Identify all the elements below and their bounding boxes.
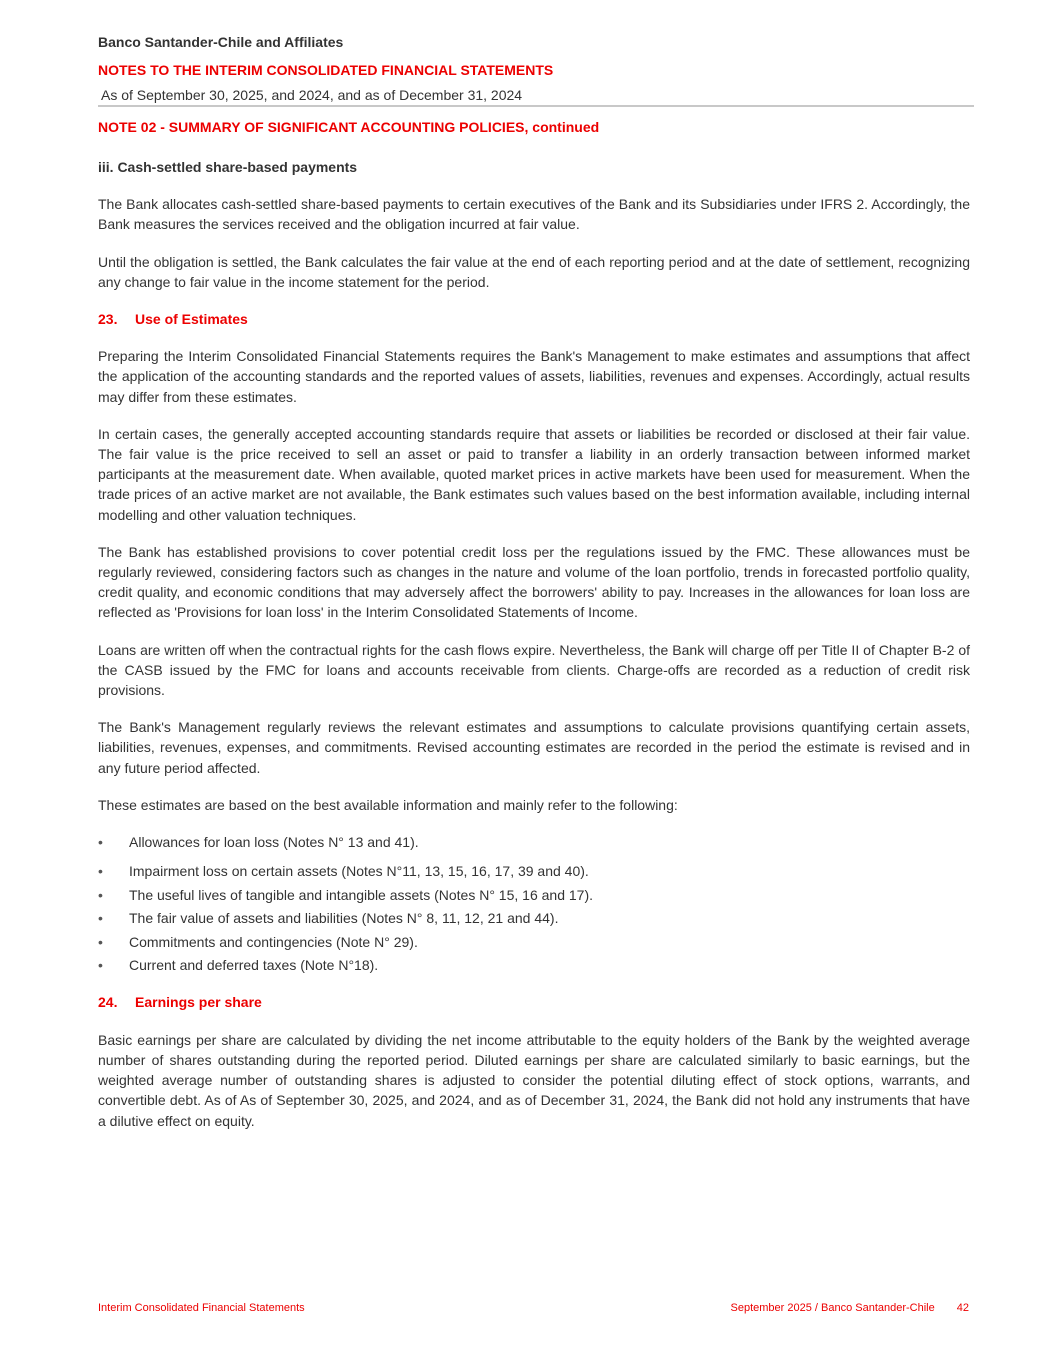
page-number: 42 — [956, 1302, 969, 1314]
bullet-icon: • — [98, 933, 103, 950]
section-title: Use of Estimates — [135, 311, 248, 328]
list-item-text: The useful lives of tangible and intangible assets (Notes N° 15, 16 and 17). — [129, 886, 593, 903]
header-divider — [98, 105, 974, 107]
list-item-text: Allowances for loan loss (Notes N° 13 and 41). — [129, 834, 419, 851]
paragraph: In certain cases, the generally accepted accounting standards require that assets or liabilities be recorded or disclosed at their fair value. The fair value is the price received to sell an asset or paid to transfer a liability in an orderly transaction between informed market participants at the measurement date. When available, quoted market prices in active markets have been used for measurement. When the trade prices of an active market are not available, the Bank estimates such values based on the best information available, including internal modelling and other valuation techniques. — [98, 425, 970, 523]
subsection-heading: iii. Cash-settled share-based payments — [98, 159, 358, 175]
bullet-icon: • — [98, 957, 103, 974]
note-content — [98, 157, 970, 1148]
document-title: NOTES TO THE INTERIM CONSOLIDATED FINANCIAL STATEMENTS — [98, 62, 554, 78]
list-item — [98, 932, 970, 952]
list-item-text: Current and deferred taxes (Note N°18). — [129, 957, 379, 974]
list-item — [98, 908, 970, 928]
list-item — [98, 861, 970, 881]
list-item — [98, 885, 970, 905]
paragraph: Preparing the Interim Consolidated Financial Statements requires the Bank's Management to make estimates and assumptions that affect the application of the accounting standards and the reported values of assets, liabilities, revenues and expenses. Accordingly, actual results may differ from these estimates. — [98, 348, 970, 405]
paragraph: These estimates are based on the best available information and mainly refer to the following: — [98, 796, 678, 813]
footer-right — [731, 1302, 970, 1314]
footer-date-bank: September 2025 / Banco Santander-Chile — [730, 1302, 935, 1314]
company-name: Banco Santander-Chile and Affiliates — [98, 34, 344, 50]
list-item — [98, 832, 970, 852]
list-item-text: Commitments and contingencies (Note N° 29). — [129, 933, 418, 950]
paragraph: The Bank's Management regularly reviews the relevant estimates and assumptions to calculate provisions quantifying certain assets, liabilities, revenues, expenses, and commitments. Revised accounting estimates are recorded in the period the estimate is revised and in any future period affected. — [98, 719, 970, 776]
section-number: 23. — [98, 311, 118, 328]
list-item-text: The fair value of assets and liabilities (Notes N° 8, 11, 12, 21 and 44). — [129, 910, 559, 927]
paragraph: The Bank has established provisions to cover potential credit loss per the regulations issued by the FMC. These allowances must be regularly reviewed, considering factors such as changes in the nature and volume of the loan portfolio, trends in forecasted portfolio quality, credit quality, and economic conditions that may adversely affect the borrowers' ability to pay. Increases in the allowances for loan loss are reflected as 'Provisions for loan loss' in the Interim Consolidated Statements of Income. — [98, 543, 970, 621]
bullet-icon: • — [98, 910, 103, 927]
bullet-icon: • — [98, 886, 103, 903]
note-title: NOTE 02 - SUMMARY OF SIGNIFICANT ACCOUNTING POLICIES, continued — [98, 119, 600, 135]
section-heading-use-of-estimates — [98, 309, 970, 329]
section-number: 24. — [98, 994, 118, 1011]
list-item-text: Impairment loss on certain assets (Notes N°11, 13, 15, 16, 17, 39 and 40). — [129, 863, 589, 880]
paragraph: Loans are written off when the contractual rights for the cash flows expire. Nevertheless, the Bank will charge off per Title II of Chapter B-2 of the CASB issued by the FMC for loans and accounts receivable from clients. Charge-offs are recorded as a reduction of credit risk provisions. — [98, 641, 970, 699]
bullet-icon: • — [98, 863, 103, 880]
section-heading-earnings-per-share — [98, 992, 970, 1012]
bullet-icon: • — [98, 834, 103, 851]
section-title: Earnings per share — [135, 994, 262, 1011]
paragraph: Basic earnings per share are calculated by dividing the net income attributable to the equity holders of the Bank by the weighted average number of shares outstanding during the reported period. Diluted earnings per share are calculated similarly to basic earnings, but the weighted average number of outstanding shares is adjusted to consider the potential diluting effect of stock options, warrants, and convertible debt. As of As of September 30, 2025, and 2024, and as of December 31, 2024, the Bank did not hold any instruments that have a dilutive effect on equity. — [98, 1031, 970, 1129]
estimates-list — [98, 832, 970, 975]
list-item — [98, 955, 970, 975]
footer-document-name: Interim Consolidated Financial Statements — [98, 1302, 305, 1314]
paragraph: Until the obligation is settled, the Bank calculates the fair value at the end of each reporting period and at the date of settlement, recognizing any change to fair value in the income statement for the period. — [98, 253, 970, 290]
paragraph: The Bank allocates cash-settled share-based payments to certain executives of the Bank and its Subsidiaries under IFRS 2. Accordingly, the Bank measures the services received and the obligation incurred at fair value. — [98, 196, 970, 233]
reporting-period: As of September 30, 2025, and 2024, and as of December 31, 2024 — [101, 87, 523, 103]
